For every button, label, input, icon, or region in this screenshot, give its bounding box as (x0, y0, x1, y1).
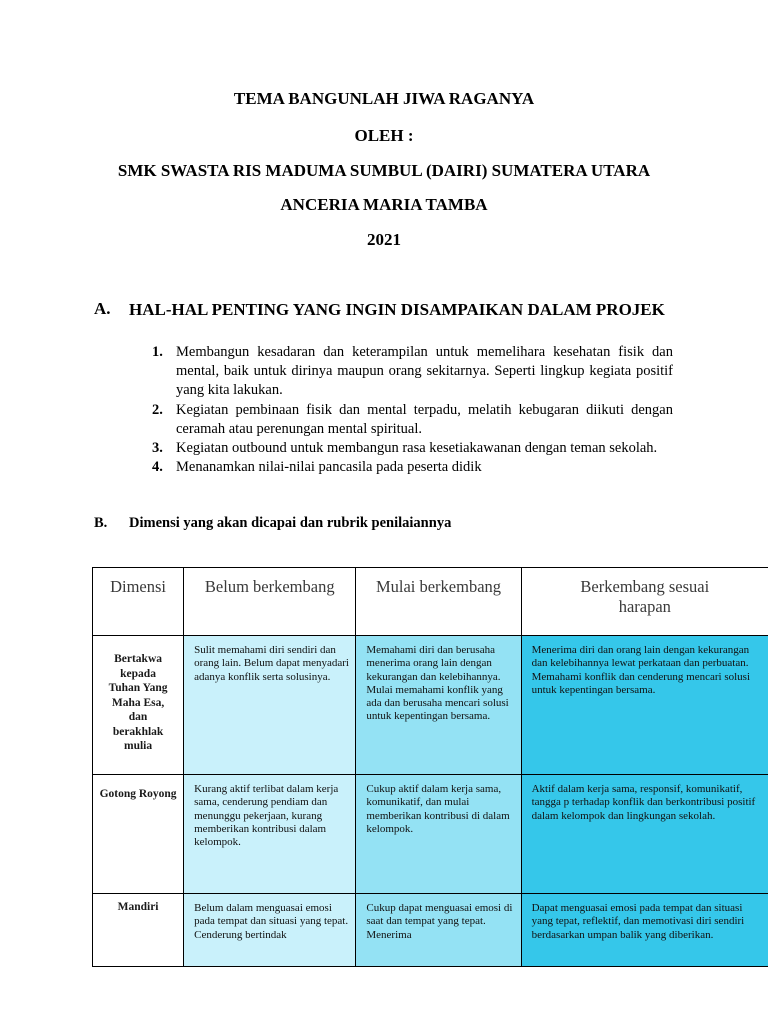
list-number: 2. (152, 401, 163, 418)
list-number: 3. (152, 440, 163, 457)
dimension-cell: Bertakwa kepada Tuhan Yang Maha Esa, dan berakhlak mulia (93, 636, 184, 775)
author-name: ANCERIA MARIA TAMBA (280, 195, 488, 214)
section-b-letter: B. (94, 515, 108, 531)
belum-cell: Kurang aktif terlibat dalam kerja sama, cenderung pendiam dan menunggu pekerjaan, kurang memberikan kontribusi dalam kelompok. (184, 775, 356, 894)
header-mulai-berkembang: Mulai berkembang (356, 568, 521, 636)
mulai-cell: Cukup dapat menguasai emosi di saat dan tempat yang tepat. Menerima (356, 894, 521, 967)
mulai-cell: Cukup aktif dalam kerja sama, komunikatif, dan mulai memberikan kontribusi di dalam kelompok. (356, 775, 521, 894)
table-row (93, 894, 768, 967)
list-text: Membangun kesadaran dan keterampilan untuk memelihara kesehatan fisik dan mental, baik untuk dirinya maupun orang sekitarnya. Seperti lingkup kegiata positif yang kita lakukan. (176, 344, 673, 399)
mulai-cell: Memahami diri dan berusaha menerima orang lain dengan kekurangan dan kelebihannya. Mulai memahami konflik yang ada dan berusaha mencari solusi untuk kepentingan bersama. (356, 636, 521, 775)
school-name: SMK SWASTA RIS MADUMA SUMBUL (DAIRI) SUMATERA UTARA (117, 161, 651, 180)
table-header-row (93, 568, 768, 636)
dimension-cell: Gotong Royong (93, 775, 184, 894)
list-item (150, 458, 673, 477)
document-title: TEMA BANGUNLAH JIWA RAGANYA (233, 89, 535, 108)
author-prefix: OLEH : (354, 126, 414, 145)
section-a-title: HAL-HAL PENTING YANG INGIN DISAMPAIKAN DALAM PROJEK (129, 300, 665, 319)
belum-cell: Sulit memahami diri sendiri dan orang lain. Belum dapat menyadari adanya konflik serta solusinya. (184, 636, 356, 775)
list-text: Kegiatan outbound untuk membangun rasa kesetiakawanan dengan teman sekolah. (176, 440, 658, 457)
list-text: Menanamkan nilai-nilai pancasila pada peserta didik (176, 459, 482, 476)
rubric-table (92, 567, 768, 967)
sesuai-cell: Menerima diri dan orang lain dengan kekurangan dan kelebihannya lewat perkataan dan perbuatan. Memahami konflik dan cenderung mencari solusi untuk kepentingan bersama. (521, 636, 768, 775)
header-dimensi: Dimensi (93, 568, 184, 636)
header-belum-berkembang: Belum berkembang (184, 568, 356, 636)
dimension-cell: Mandiri (93, 894, 184, 967)
section-a-letter: A. (94, 299, 111, 318)
section-b-title: Dimensi yang akan dicapai dan rubrik penilaiannya (129, 515, 452, 531)
list-item (150, 401, 673, 439)
table-row (93, 775, 768, 894)
list-number: 1. (152, 344, 163, 360)
header-berkembang-sesuai-harapan: Berkembang sesuai harapan (521, 568, 768, 636)
list-text: Kegiatan pembinaan fisik dan mental terpadu, melatih kebugaran diikuti dengan ceramah atau perenungan mental spiritual. (176, 401, 673, 437)
list-item (150, 439, 673, 458)
table-row (93, 636, 768, 775)
sesuai-cell: Aktif dalam kerja sama, responsif, komunikatif, tangga p terhadap konflik dan berkontribusi positif dalam kelompok dan lingkungan sekolah. (521, 775, 768, 894)
belum-cell: Belum dalam menguasai emosi pada tempat dan situasi yang tepat. Cenderung bertindak (184, 894, 356, 967)
list-item (150, 343, 673, 401)
document-year: 2021 (367, 230, 401, 249)
section-a-list (150, 343, 673, 477)
list-number: 4. (152, 459, 163, 476)
sesuai-cell: Dapat menguasai emosi pada tempat dan situasi yang tepat, reflektif, dan memotivasi diri sendiri berdasarkan umpan balik yang diberikan. (521, 894, 768, 967)
